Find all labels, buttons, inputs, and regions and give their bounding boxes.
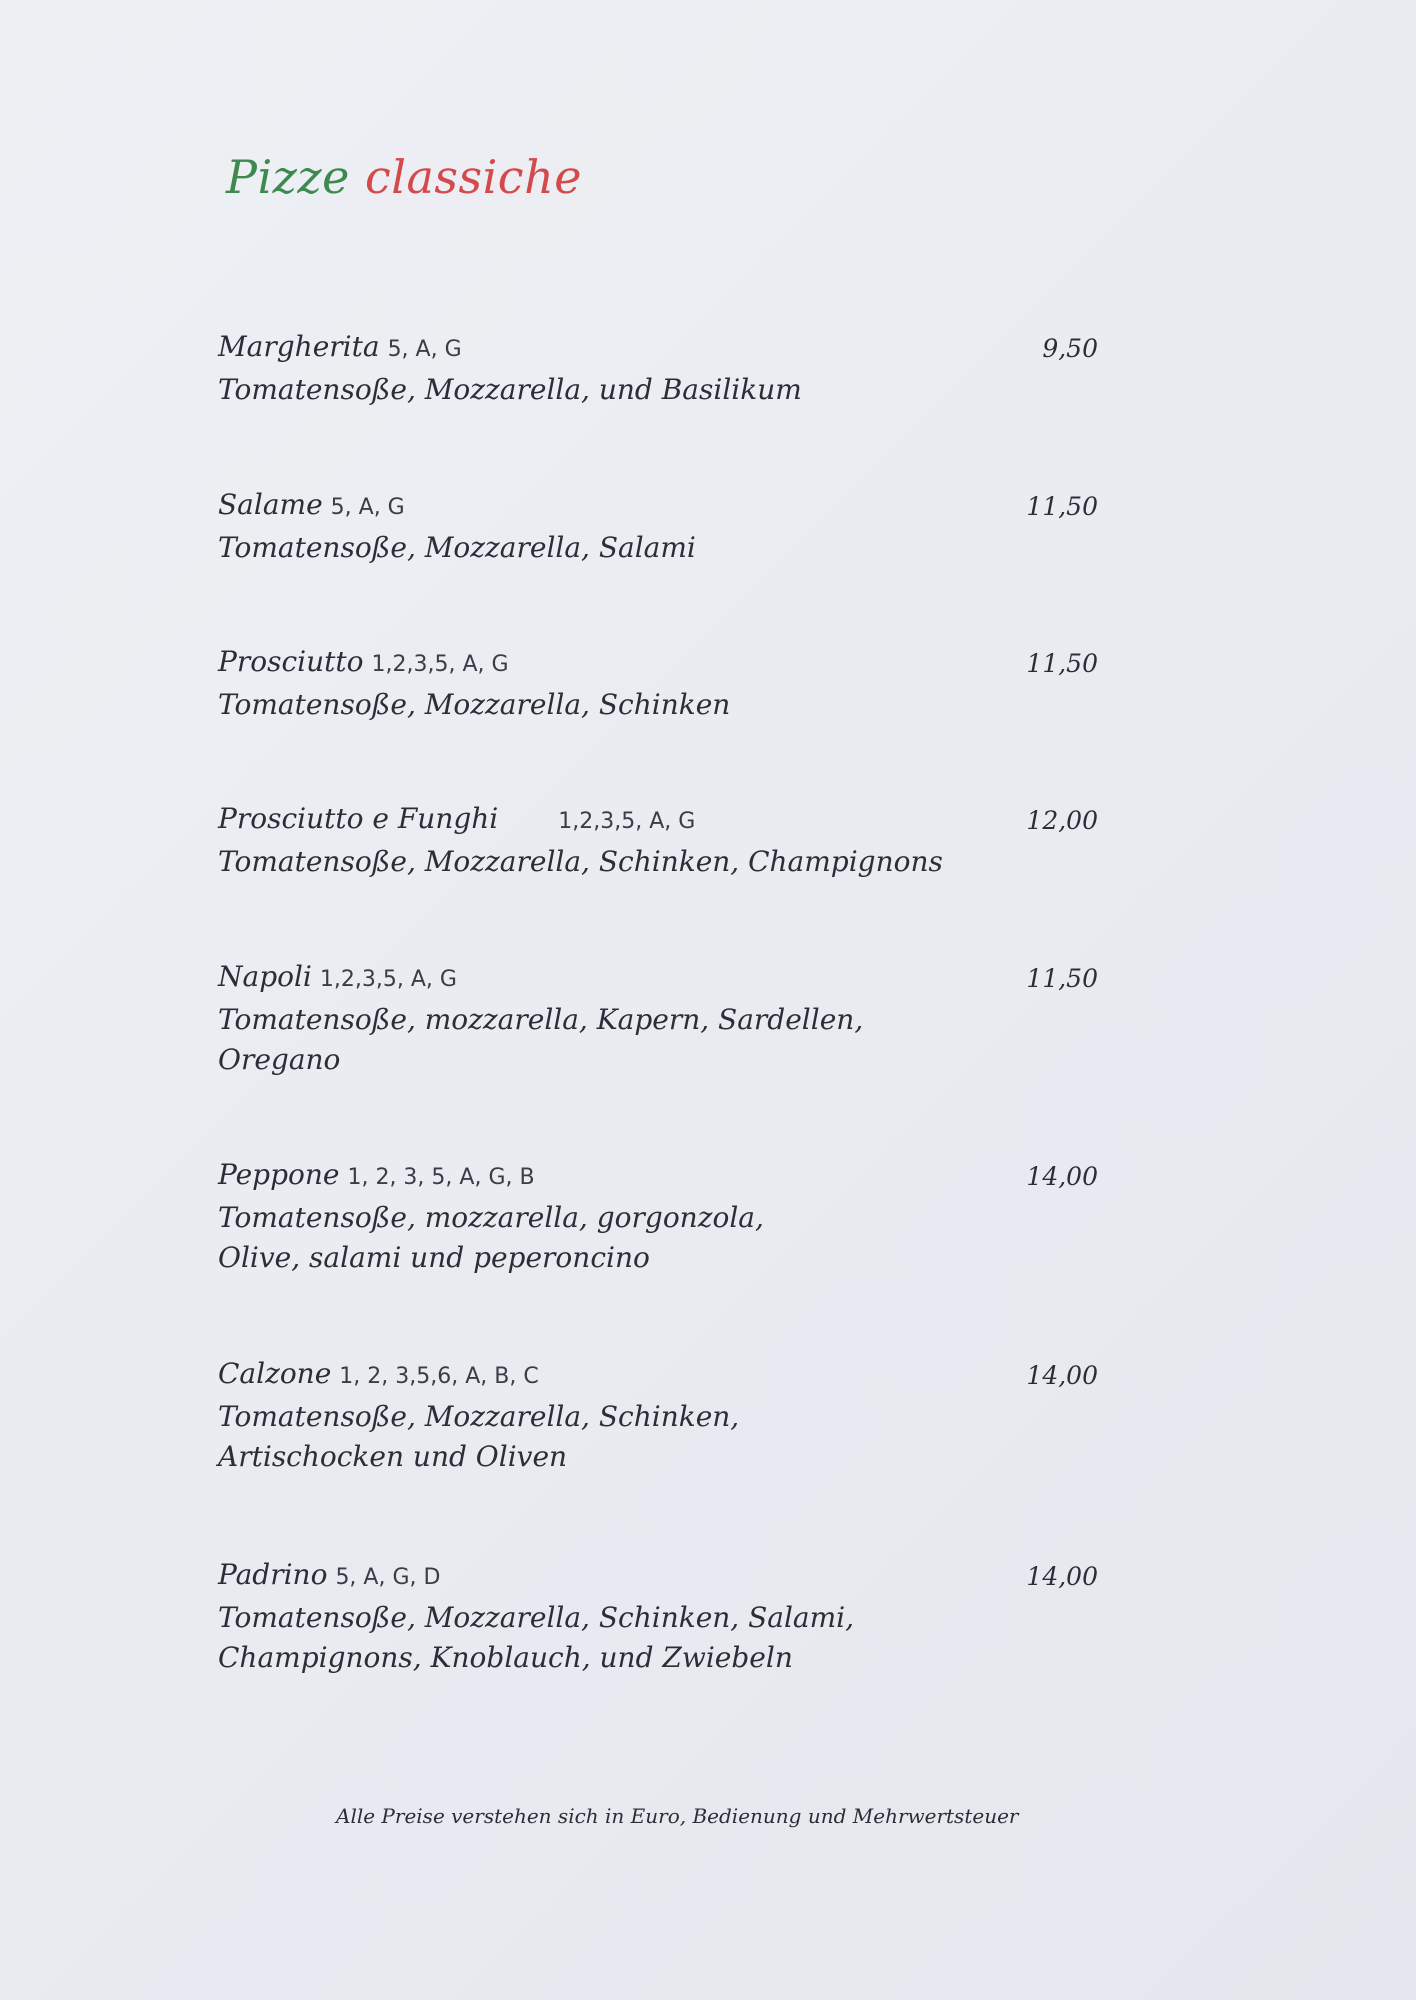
item-name: Prosciutto [218,645,364,678]
item-price: 14,00 [1026,1562,1098,1591]
item-price: 14,00 [1026,1162,1098,1191]
item-description: Tomatensoße, Mozzarella, und Basilikum [218,373,802,406]
item-name: Prosciutto e Funghi [218,802,499,835]
menu-item-padrino [218,1558,1098,1678]
menu-title-part2: classiche [364,150,582,204]
item-description: Oregano [218,1043,341,1076]
item-description: Tomatensoße, Mozzarella, Salami [218,531,696,564]
item-description: Artischocken und Oliven [218,1440,568,1473]
item-price: 11,50 [1026,649,1098,678]
item-price: 11,50 [1026,964,1098,993]
item-allergen-codes: 5, A, G [387,337,462,362]
item-description: Tomatensoße, mozzarella, gorgonzola, [218,1201,764,1234]
item-description: Champignons, Knoblauch, und Zwiebeln [218,1641,793,1674]
item-description: Tomatensoße, Mozzarella, Schinken [218,688,731,721]
menu-item-prosciutto [218,645,1098,725]
item-allergen-codes: 1,2,3,5, A, G [319,967,457,992]
menu-item-calzone [218,1357,1098,1477]
item-allergen-codes: 5, A, G, D [335,1565,441,1590]
item-description: Tomatensoße, Mozzarella, Schinken, [218,1400,740,1433]
item-name: Salame [218,488,323,521]
item-price: 14,00 [1026,1361,1098,1390]
item-name: Padrino [218,1558,328,1591]
item-description: Tomatensoße, mozzarella, Kapern, Sardellen, [218,1003,864,1036]
item-allergen-codes: 1, 2, 3, 5, A, G, B [347,1165,535,1190]
item-name: Calzone [218,1357,332,1390]
menu-title [226,150,582,204]
item-name: Peppone [218,1158,340,1191]
item-name: Napoli [218,960,312,993]
menu-item-prosciutto-e-funghi [218,802,1098,882]
menu-item-salame [218,488,1098,568]
item-description: Tomatensoße, Mozzarella, Schinken, Salami, [218,1601,855,1634]
menu-item-napoli [218,960,1098,1080]
item-price: 9,50 [1042,334,1098,363]
menu-title-part1: Pizze [226,150,350,204]
menu-item-margherita [218,330,1098,410]
item-description: Tomatensoße, Mozzarella, Schinken, Champignons [218,845,943,878]
item-allergen-codes: 1,2,3,5, A, G [558,809,696,834]
item-price: 11,50 [1026,492,1098,521]
menu-item-peppone [218,1158,1098,1278]
item-description: Olive, salami und peperoncino [218,1241,650,1274]
item-allergen-codes: 1,2,3,5, A, G [371,652,509,677]
item-allergen-codes: 1, 2, 3,5,6, A, B, C [339,1364,539,1389]
price-footnote: Alle Preise verstehen sich in Euro, Bedienung und Mehrwertsteuer [336,1804,1019,1828]
item-price: 12,00 [1026,806,1098,835]
item-name: Margherita [218,330,380,363]
item-allergen-codes: 5, A, G [330,495,405,520]
